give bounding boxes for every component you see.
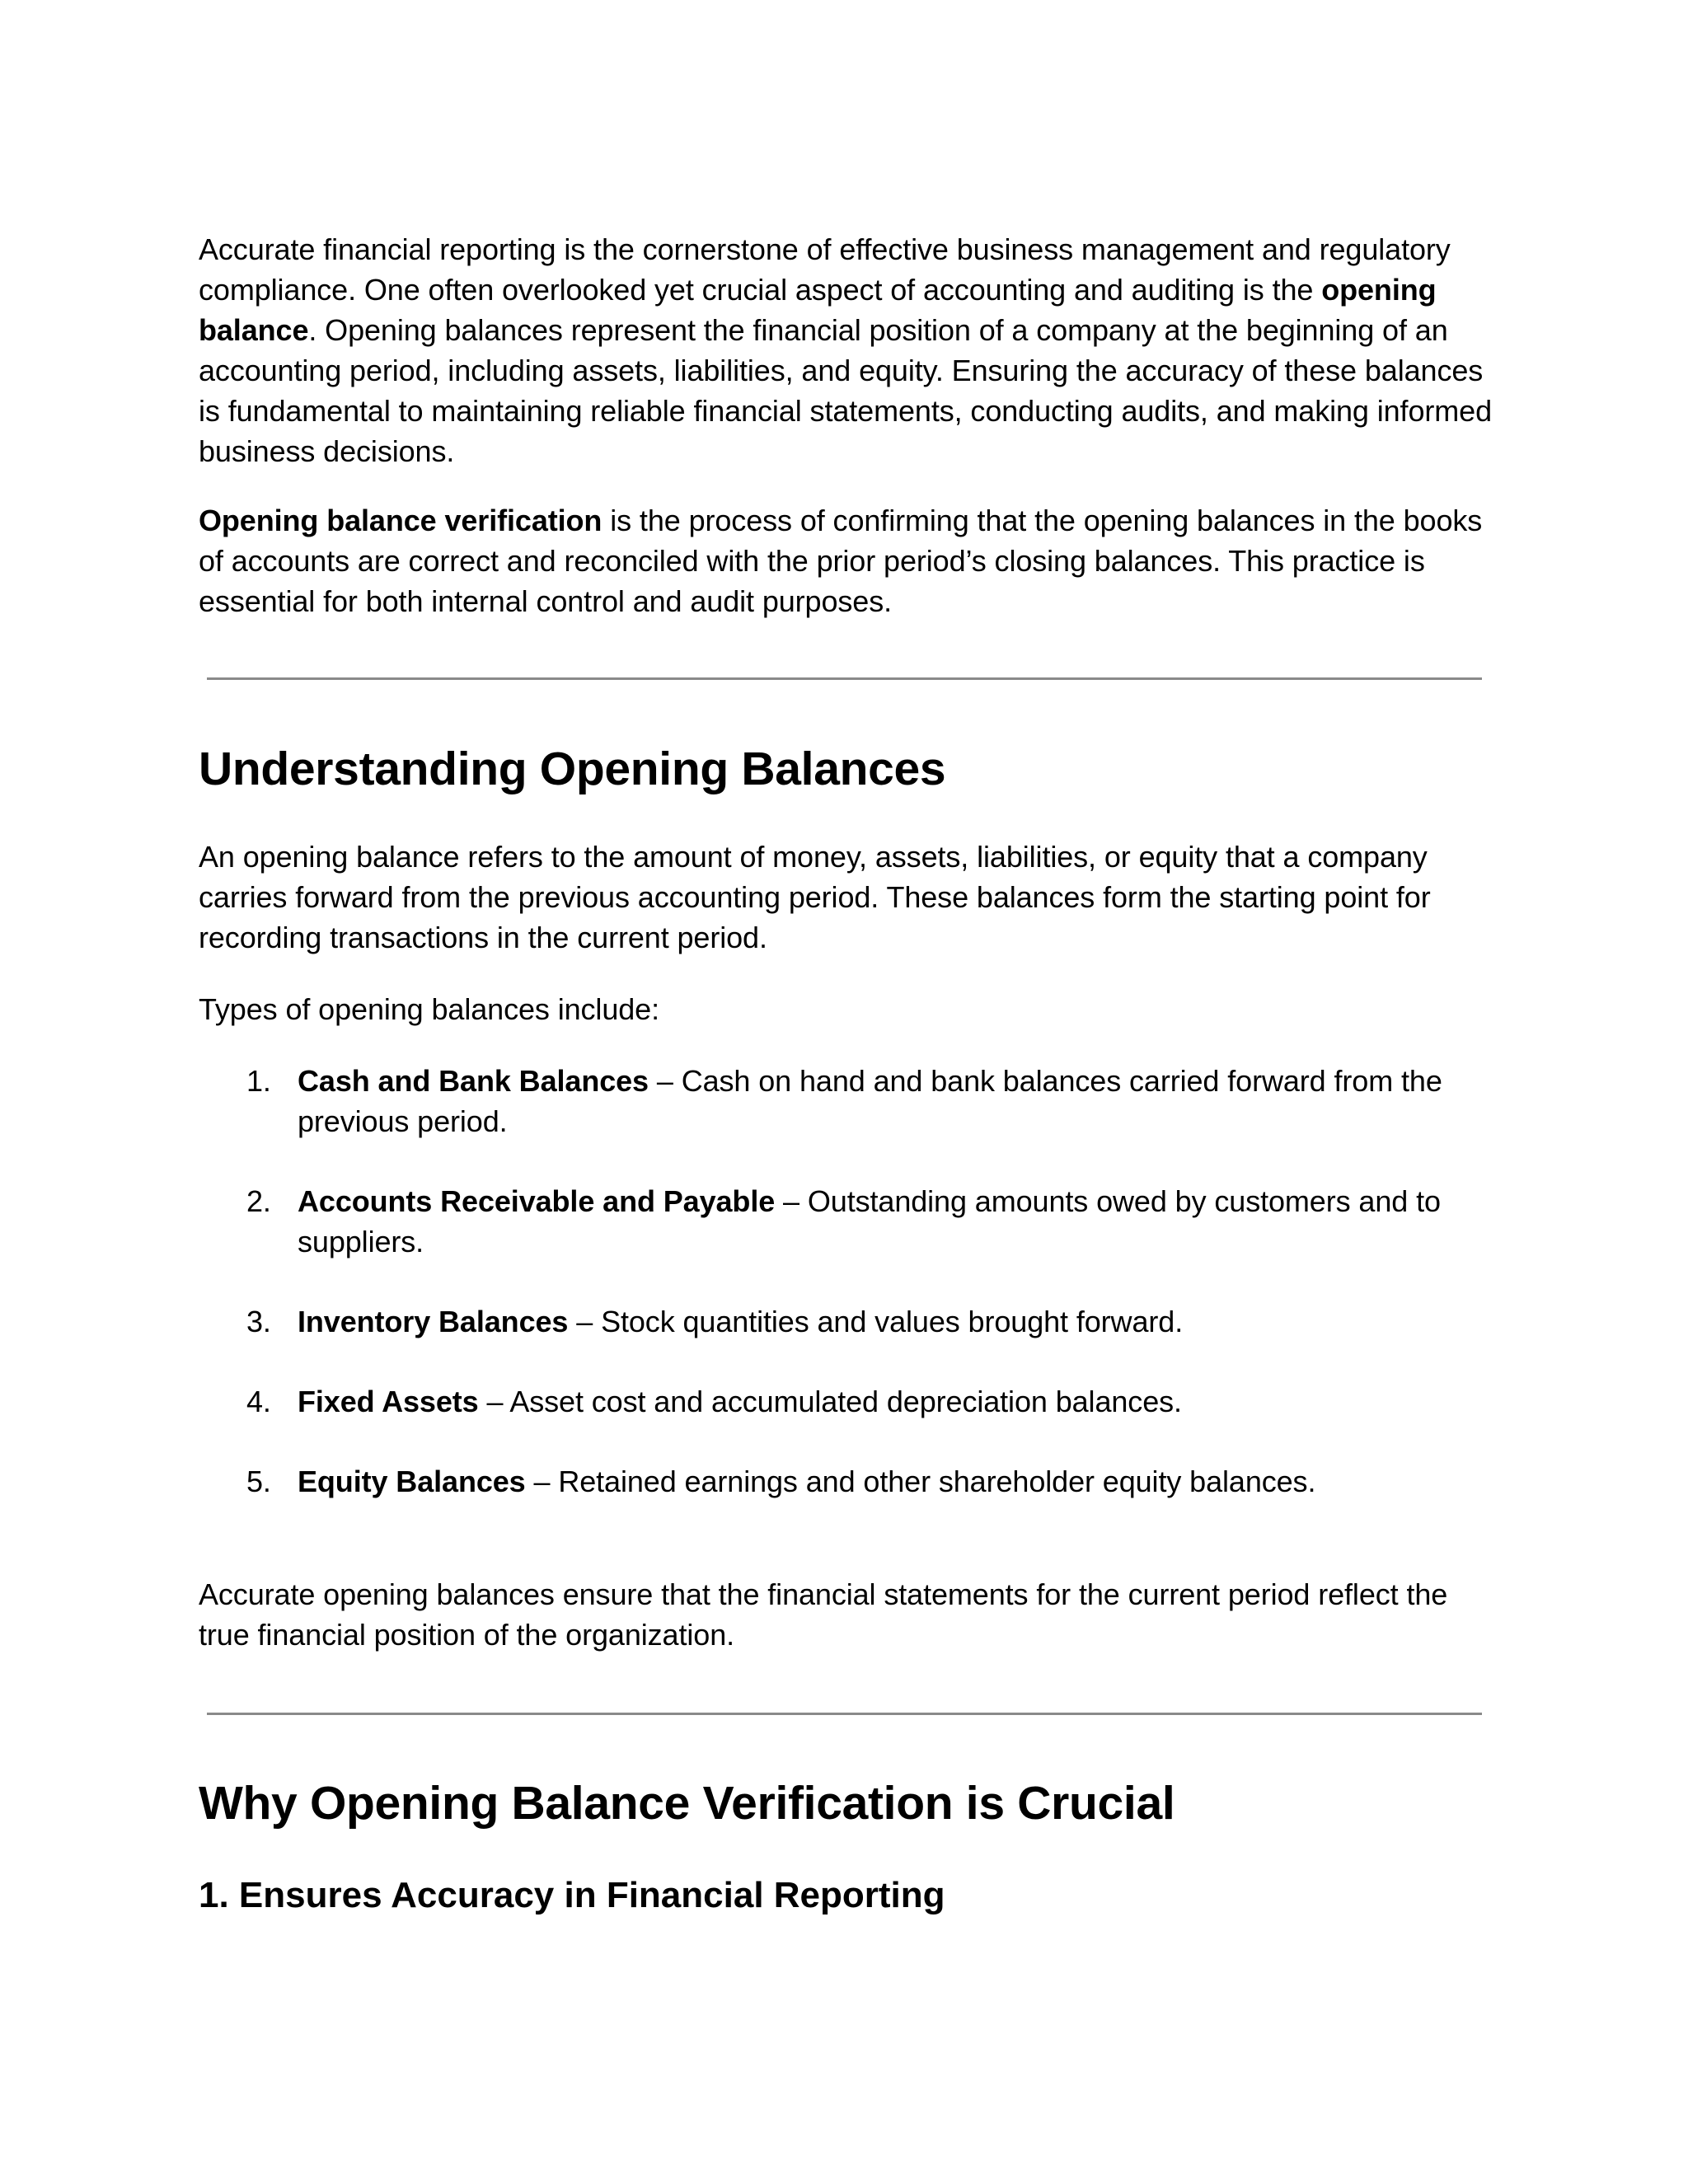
list-number: 4. (246, 1385, 271, 1418)
bold-term: Opening balance verification (199, 504, 603, 537)
section-paragraph: An opening balance refers to the amount of money, assets, liabilities, or equity that a company carries forward from the previous accounting period. These balances form the starting point for recording transactions in the current period. (199, 840, 1431, 954)
list-item-text: – Cash on hand and bank balances carried forward from the previous period. (298, 1064, 1442, 1138)
list-item (199, 1181, 1501, 1262)
list-item-title: Accounts Receivable and Payable (298, 1184, 776, 1218)
intro-text: . Opening balances represent the financial position of a company at the beginning of an accounting period, including assets, liabilities, and equity. Ensuring the accuracy of these balances is fundamental to maintaining reliable financial statements, conducting audits, and making informed business decisions. (199, 313, 1493, 468)
section-heading: Why Opening Balance Verification is Crucial (199, 1777, 1175, 1830)
intro-paragraph-2 (199, 500, 1501, 621)
list-number: 1. (246, 1064, 271, 1098)
intro-paragraph-1 (199, 229, 1501, 471)
list-number: 5. (246, 1465, 271, 1498)
horizontal-divider (207, 1713, 1482, 1715)
intro-text: is the process of confirming that the opening balances in the books of accounts are correct and reconciled with the prior period’s closing balances. This practice is essential for both internal control and audit purposes. (199, 504, 1483, 618)
section-heading: Understanding Opening Balances (199, 743, 946, 795)
opening-balance-types-list (199, 1061, 1501, 1541)
list-number: 2. (246, 1184, 271, 1218)
list-item-title: Inventory Balances (298, 1305, 569, 1338)
list-item-text: – Stock quantities and values brought forward. (568, 1305, 1184, 1338)
list-item (199, 1381, 1501, 1422)
list-item (199, 1461, 1501, 1502)
section-paragraph: Accurate opening balances ensure that the financial statements for the current period reflect the true financial position of the organization. (199, 1577, 1448, 1652)
section-paragraph: Types of opening balances include: (199, 992, 659, 1026)
list-item-text: – Retained earnings and other shareholder equity balances. (525, 1465, 1316, 1498)
list-item (199, 1061, 1501, 1141)
intro-text: Accurate financial reporting is the cornerstone of effective business management and regulatory compliance. One often overlooked yet crucial aspect of accounting and auditing is the (199, 232, 1451, 307)
list-item-title: Cash and Bank Balances (298, 1064, 649, 1098)
list-item-text: – Outstanding amounts owed by customers and to suppliers. (298, 1184, 1441, 1258)
list-item-text: – Asset cost and accumulated depreciation balances. (478, 1385, 1182, 1418)
bold-term: opening balance (199, 273, 1437, 347)
subsection-heading: 1. Ensures Accuracy in Financial Reporting (199, 1875, 945, 1915)
list-item-title: Fixed Assets (298, 1385, 479, 1418)
list-item (199, 1301, 1501, 1342)
horizontal-divider (207, 677, 1482, 680)
list-item-title: Equity Balances (298, 1465, 526, 1498)
list-number: 3. (246, 1305, 271, 1338)
